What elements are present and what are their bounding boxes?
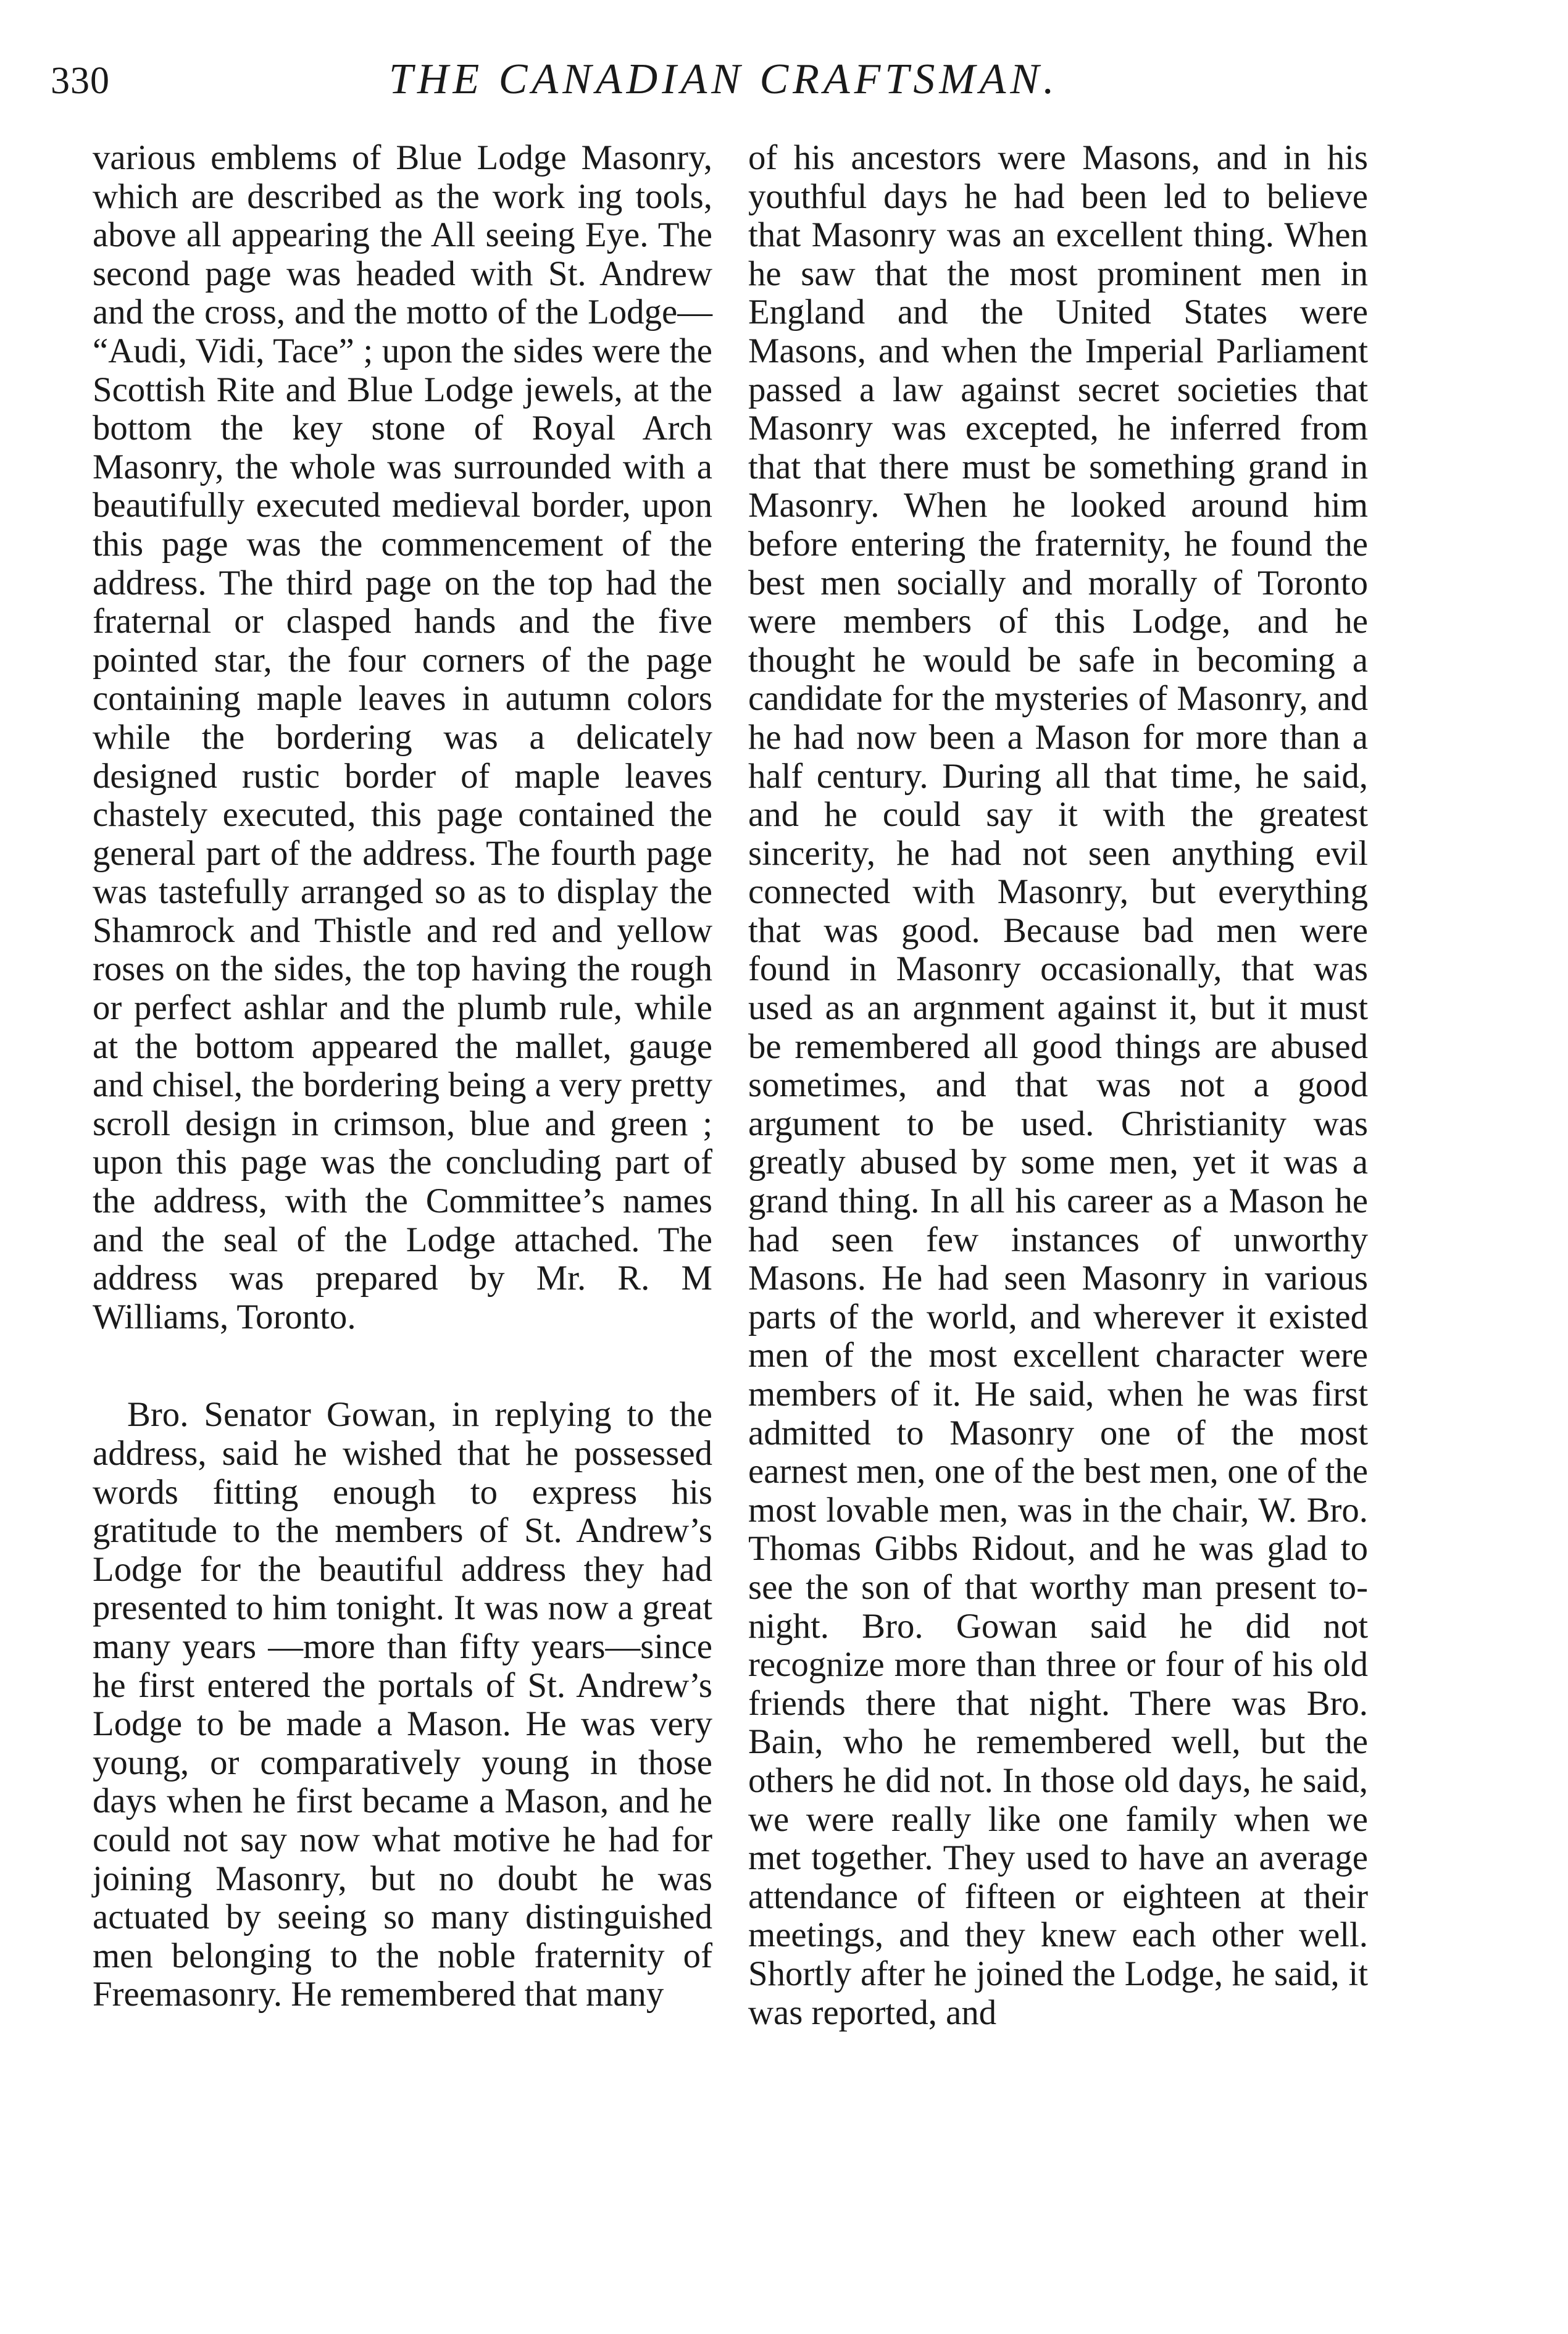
left-column (93, 139, 712, 2014)
right-column (748, 139, 1368, 2032)
paragraph-gowan-reply: Bro. Senator Gowan, in replying to the address, said he wished that he possessed words fitting enough to express his gratitude to the members of St. Andrew’s Lodge for the beautiful address they had presented to him tonight. It was now a great many years —more than fifty years—since he first entered the portals of St. Andrew’s Lodge to be made a Mason. He was very young, or comparatively young in those days when he first became a Mason, and he could not say now what motive he had for joining Masonry, but no doubt he was actuated by seeing so many distinguished men belonging to the noble fraternity of Freemasonry. He remembered that many (93, 1395, 712, 2014)
paragraph-gowan-reply-continued: of his ancestors were Masons, and in his youthful days he had been led to believe that Masonry was an excellent thing. When he saw that the most prominent men in England and the United States were Masons, and when the Imperial Parliament passed a law against secret societies that Masonry was excepted, he inferred from that that there must be something grand in Masonry. When he looked around him before entering the fraternity, he found the best men socially and morally of Toronto were members of this Lodge, and he thought he would be safe in becoming a candidate for the mysteries of Masonry, and he had now been a Mason for more than a half century. During all that time, he said, and he could say it with the greatest sincerity, he had not seen anything evil connected with Masonry, but everything that was good. Because bad men were found in Masonry occasionally, that was used as an argnment against it, but it must be remembered all good things are abused sometimes, and that was not a good argument to be used. Christianity was greatly abused by some men, yet it was a grand thing. In all his career as a Mason he had seen few instances of unworthy Masons. He had seen Masonry in various parts of the world, and wherever it existed men of the most excellent character were members of it. He said, when he was first admitted to Masonry one of the most earnest men, one of the best men, one of the most lovable men, was in the chair, W. Bro. Thomas Gibbs Ridout, and he was glad to see the son of that worthy man present to-night. Bro. Gowan said he did not recognize more than three or four of his old friends there that night. There was Bro. Bain, who he remembered well, but the others he did not. In those old days, he said, we were really like one family when we met together. They used to have an average attendance of fifteen or eighteen at their meetings, and they knew each other well. Shortly after he joined the Lodge, he said, it was reported, and (748, 138, 1368, 2032)
running-head: THE CANADIAN CRAFTSMAN. (389, 56, 1059, 103)
paragraph-address-description: various emblems of Blue Lodge Masonry, which are described as the work ing tools, above all appearing the All seeing Eye. The second page was headed with St. Andrew and the cross, and the motto of the Lodge— “Audi, Vidi, Tace” ; upon the sides were the Scottish Rite and Blue Lodge jewels, at the bottom the key stone of Royal Arch Masonry, the whole was surrounded with a beautifully executed medieval border, upon this page was the commencement of the address. The third page on the top had the fraternal or clasped hands and the five pointed star, the four corners of the page containing maple leaves in autumn colors while the bordering was a delicately designed rustic border of maple leaves chastely executed, this page contained the general part of the address. The fourth page was tastefully arranged so as to display the Shamrock and Thistle and red and yellow roses on the sides, the top having the rough or perfect ashlar and the plumb rule, while at the bottom appeared the mallet, gauge and chisel, the bordering being a very pretty scroll design in crimson, blue and green ; upon this page was the concluding part of the address, with the Committee’s names and the seal of the Lodge attached. The address was prepared by Mr. R. M Williams, Toronto. (93, 138, 712, 1336)
page-number: 330 (51, 60, 110, 102)
